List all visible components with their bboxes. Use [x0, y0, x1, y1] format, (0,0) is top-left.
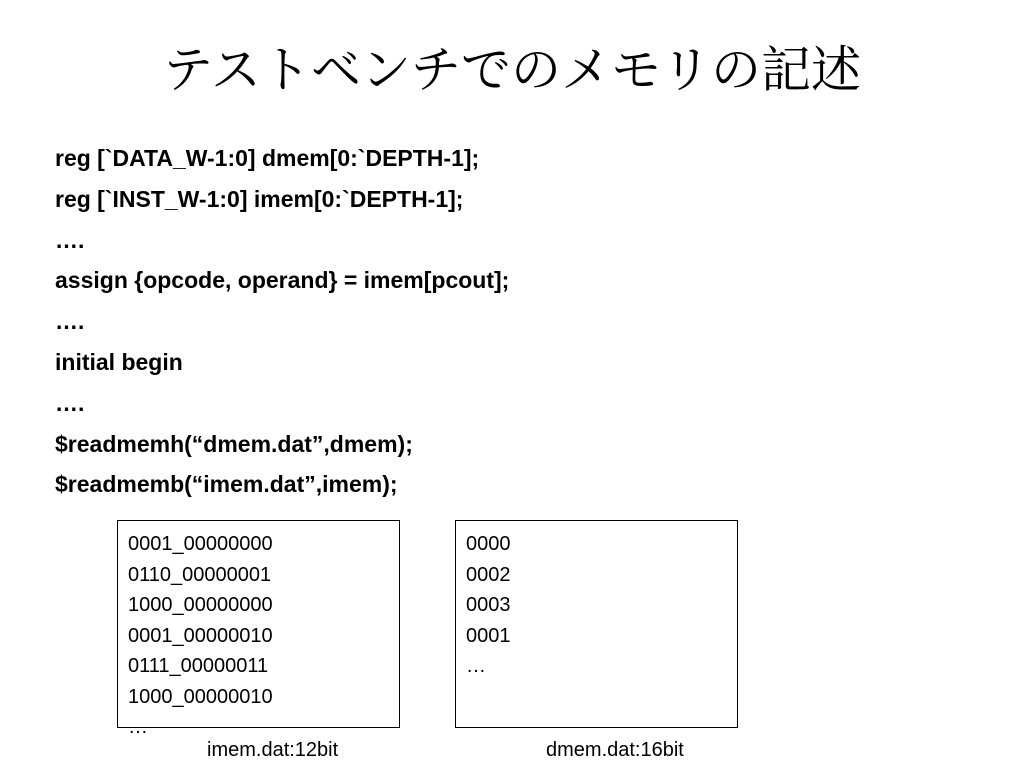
code-line: reg [`INST_W-1:0] imem[0:`DEPTH-1];: [55, 185, 464, 212]
imem-dat-line: 0001_00000000: [128, 533, 273, 555]
dmem-dat-line: …: [466, 655, 486, 677]
code-line: reg [`DATA_W-1:0] dmem[0:`DEPTH-1];: [55, 145, 480, 171]
code-line: ….: [55, 389, 85, 416]
code-line: assign {opcode, operand} = imem[pcout];: [55, 267, 510, 294]
code-line: ….: [55, 308, 85, 335]
dmem-dat-line: 0002: [466, 563, 511, 586]
dmem-dat-line: 0001: [466, 624, 511, 647]
imem-dat-box: [117, 520, 400, 738]
code-line: $readmemh(“dmem.dat”,dmem);: [55, 430, 413, 457]
code-line: initial begin: [55, 348, 183, 375]
code-listing: [55, 138, 509, 505]
imem-dat-line: …: [128, 716, 148, 738]
code-line: ….: [55, 226, 85, 253]
imem-dat-line: 1000_00000010: [128, 685, 273, 708]
slide-title: テストベンチでのメモリの記述: [163, 41, 861, 99]
imem-dat-line: 1000_00000000: [128, 594, 273, 616]
dmem-dat-box: [455, 520, 738, 728]
imem-caption: imem.dat:12bit: [207, 739, 339, 761]
dmem-caption: dmem.dat:16bit: [546, 739, 684, 761]
imem-dat-line: 0110_00000001: [128, 563, 272, 586]
dmem-dat-line: 0003: [466, 594, 511, 616]
imem-dat-line: 0001_00000010: [128, 624, 273, 647]
code-line: $readmemb(“imem.dat”,imem);: [55, 471, 398, 498]
imem-dat-line: 0111_00000011: [128, 655, 269, 677]
dmem-dat-line: 0000: [466, 533, 511, 555]
